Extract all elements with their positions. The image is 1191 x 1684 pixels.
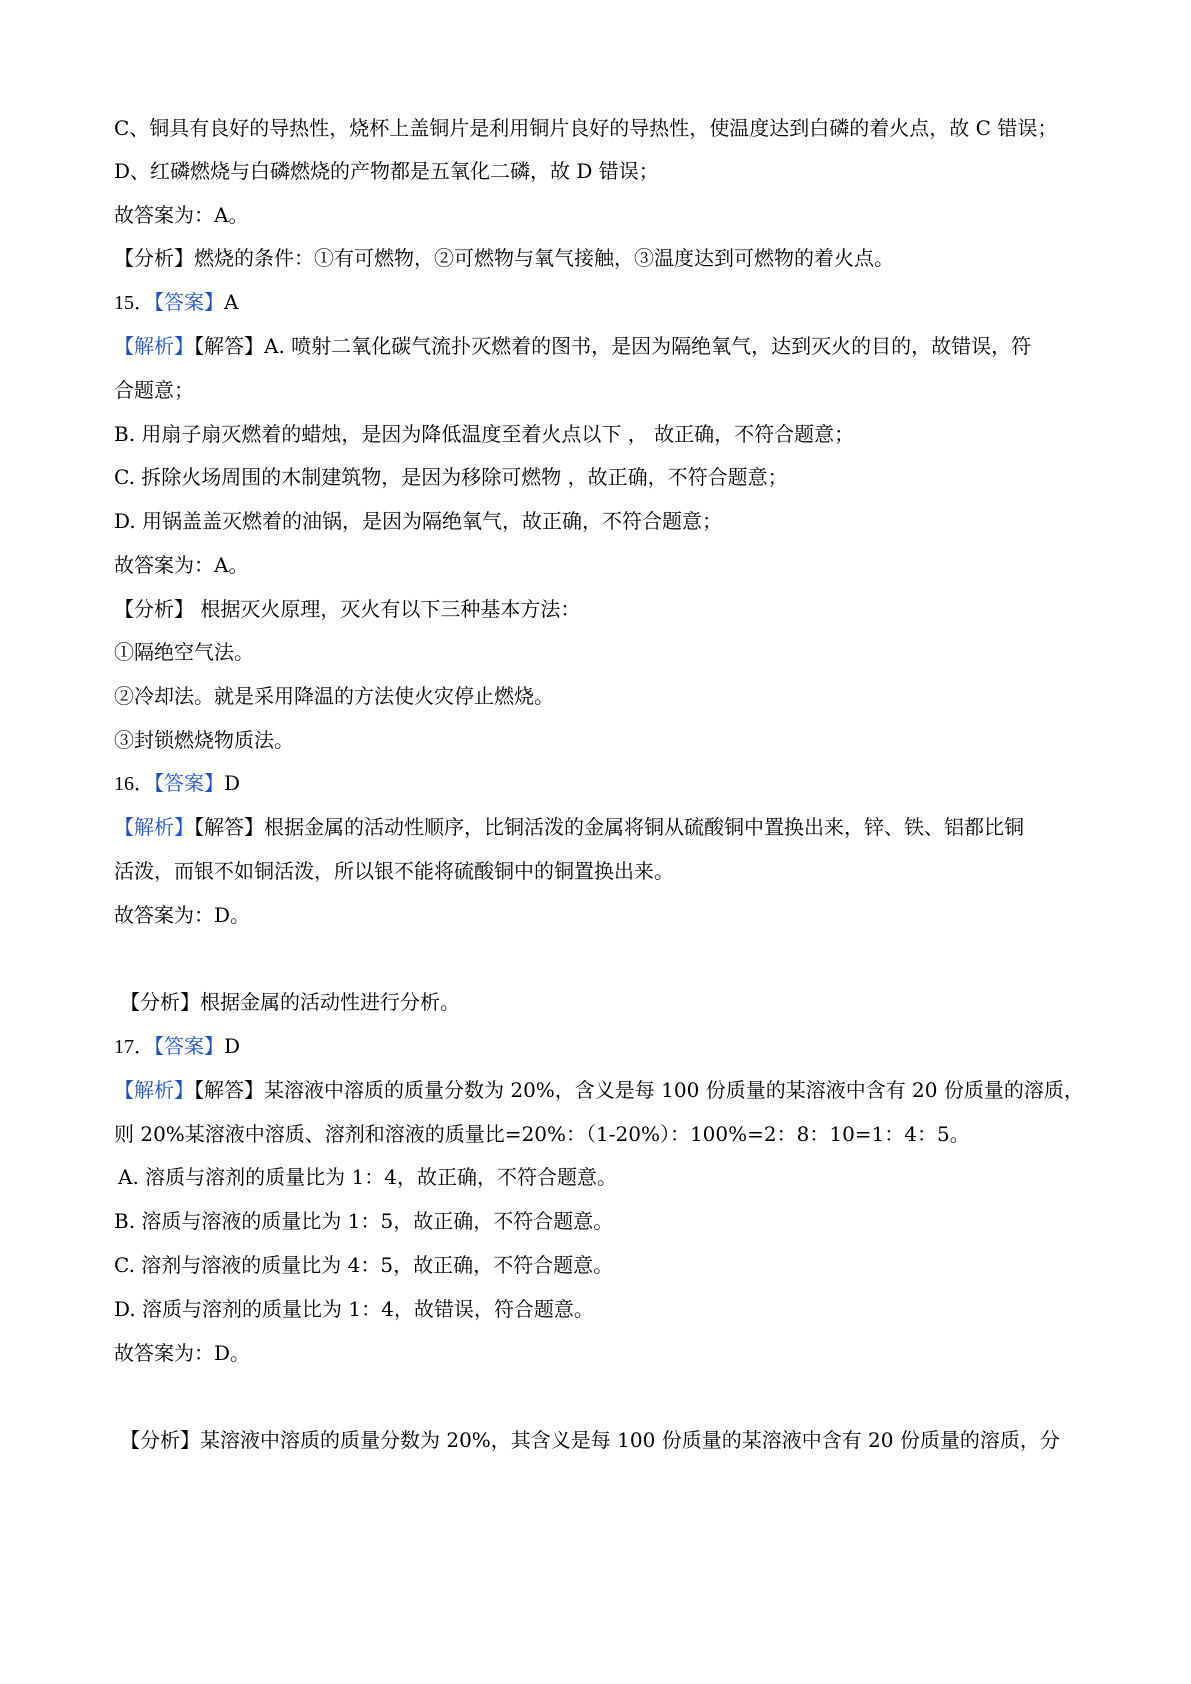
q17-number: 17． [114, 1036, 154, 1058]
q17-analysis: 【分析】某溶液中溶质的质量分数为 20%，其含义是每 100 份质量的某溶液中含有 20 份质量的溶质，分 [120, 1428, 1060, 1452]
q15-solution-line-2: 合题意； [114, 378, 194, 402]
q16-answer-tag: 【答案】 [154, 771, 224, 795]
q16-solution-line-2: 活泼，而银不如铜活泼，所以银不能将硫酸铜中的铜置换出来。 [114, 859, 674, 883]
q15-option-d: D. 用锅盖盖灭燃着的油锅，是因为隔绝氧气，故正确，不符合题意； [114, 509, 723, 533]
q16-number: 16． [114, 773, 154, 795]
q16-answer-value: D [224, 771, 241, 795]
q14-analysis: 【分析】燃烧的条件：①有可燃物，②可燃物与氧气接触，③温度达到可燃物的着火点。 [114, 246, 894, 270]
q14-final-answer: 故答案为：A。 [114, 203, 249, 227]
q15-method-3: ③封锁燃烧物质法。 [114, 728, 294, 752]
q16-final-answer: 故答案为：D。 [114, 903, 251, 927]
q17-answer-value: D [224, 1034, 241, 1058]
q15-answer-tag: 【答案】 [154, 290, 224, 314]
q17-option-c: C. 溶剂与溶液的质量比为 4：5，故正确，不符合题意。 [114, 1253, 614, 1277]
q15-solution-text: 【解答】A. 喷射二氧化碳气流扑灭燃着的图书，是因为隔绝氧气，达到灭火的目的，故错误，符 [194, 334, 1032, 358]
q14-option-c: C、铜具有良好的导热性，烧杯上盖铜片是利用铜片良好的导热性，使温度达到白磷的着火点，故 C 错误； [114, 116, 1058, 140]
q15-option-c: C. 拆除火场周围的木制建筑物，是因为移除可燃物 ，故正确，不符合题意； [114, 465, 788, 489]
q16-analysis: 【分析】根据金属的活动性进行分析。 [120, 990, 460, 1014]
q15-final-answer: 故答案为：A。 [114, 553, 249, 577]
q17-jiexi-tag: 【解析】 [114, 1078, 194, 1102]
q16-solution-line-1 [114, 813, 1024, 841]
q17-answer-tag: 【答案】 [154, 1034, 224, 1058]
q15-answer-value: A [224, 290, 239, 314]
q17-option-a: A. 溶质与溶剂的质量比为 1：4，故正确，不符合题意。 [118, 1165, 617, 1189]
q16-header [114, 769, 240, 798]
q15-method-1: ①隔绝空气法。 [114, 640, 254, 664]
q15-method-2: ②冷却法。就是采用降温的方法使火灾停止燃烧。 [114, 684, 554, 708]
q15-header [114, 288, 238, 317]
q17-solution-line-2: 则 20%某溶液中溶质、溶剂和溶液的质量比=20%：（1-20%）：100%=2：8：10=1：4：5。 [114, 1122, 970, 1146]
q15-analysis: 【分析】 根据灭火原理，灭火有以下三种基本方法： [114, 597, 581, 621]
q15-number: 15． [114, 292, 154, 314]
q17-option-b: B. 溶质与溶液的质量比为 1：5，故正确，不符合题意。 [114, 1209, 614, 1233]
q17-solution-text: 【解答】某溶液中溶质的质量分数为 20%，含义是每 100 份质量的某溶液中含有 20 份质量的溶质， [194, 1078, 1084, 1102]
q17-option-d: D. 溶质与溶剂的质量比为 1：4，故错误，符合题意。 [114, 1297, 594, 1321]
q15-jiexi-tag: 【解析】 [114, 334, 194, 358]
q17-final-answer: 故答案为：D。 [114, 1341, 251, 1365]
q15-solution-line-1 [114, 332, 1031, 360]
q17-solution-line-1 [114, 1076, 1084, 1104]
q15-option-b: B. 用扇子扇灭燃着的蜡烛，是因为降低温度至着火点以下 ， 故正确，不符合题意； [114, 422, 855, 446]
q14-option-d: D、红磷燃烧与白磷燃烧的产物都是五氧化二磷，故 D 错误； [114, 159, 659, 183]
q16-solution-text: 【解答】根据金属的活动性顺序，比铜活泼的金属将铜从硫酸铜中置换出来，锌、铁、铝都比铜 [194, 815, 1024, 839]
q17-header [114, 1032, 240, 1061]
q16-jiexi-tag: 【解析】 [114, 815, 194, 839]
